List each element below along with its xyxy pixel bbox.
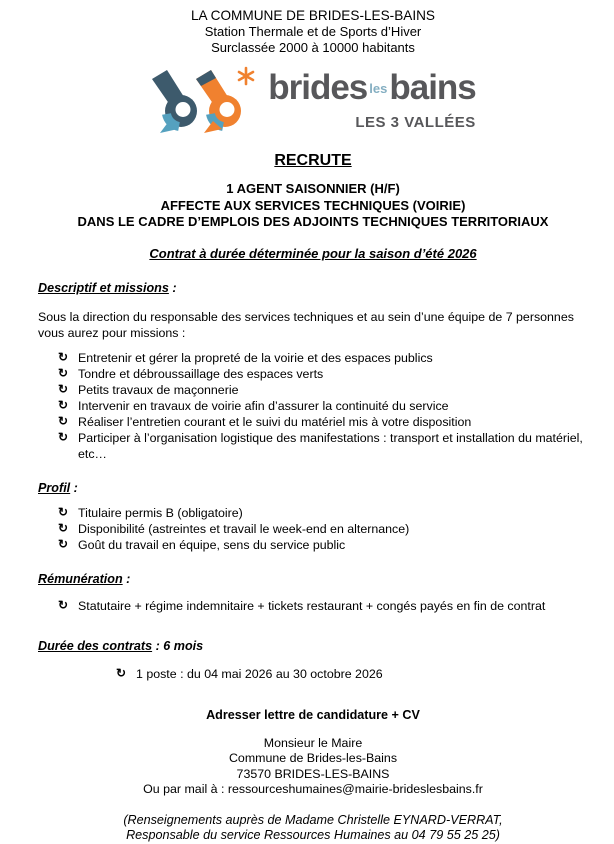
circular-arrow-bullet-icon: ↻: [58, 365, 69, 380]
apply-address: [38, 736, 588, 798]
bb-monogram-icon: [150, 67, 258, 135]
circular-arrow-bullet-icon: ↻: [116, 665, 127, 680]
address-line: Commune de Brides-les-Bains: [228, 751, 398, 766]
commune-name: LA COMMUNE DE BRIDES-LES-BAINS: [191, 8, 435, 23]
section-profil: [38, 480, 588, 553]
mission-item-text: Participer à l’organisation logistique des manifestations : transport et installation du matériel, etc…: [78, 430, 583, 461]
missions-heading: Descriptif et missions :: [38, 280, 177, 295]
commune-header: [38, 8, 588, 56]
address-line: 73570 BRIDES-LES-BAINS: [236, 766, 390, 781]
mission-item-text: Tondre et débroussaillage des espaces verts: [78, 366, 324, 381]
remuneration-item: [58, 598, 588, 614]
brides-les-bains-logo: [38, 66, 588, 136]
logo-word-les: les: [369, 81, 388, 96]
letter-b-left: [152, 70, 197, 133]
circular-arrow-bullet-icon: ↻: [58, 520, 69, 535]
remuneration-item-text: Statutaire + régime indemnitaire + tickets restaurant + congés payés en fin de contrat: [78, 598, 546, 613]
page-title: RECRUTE: [274, 152, 352, 169]
position-line: DANS LE CADRE D’EMPLOIS DES ADJOINTS TECHNIQUES TERRITORIAUX: [77, 214, 549, 229]
mission-item: [58, 430, 588, 462]
letter-b-right: [196, 70, 241, 133]
circular-arrow-bullet-icon: ↻: [58, 429, 69, 444]
mission-item-text: Réaliser l’entretien courant et le suivi du matériel mis à votre disposition: [78, 414, 472, 429]
logo-word-brides: brides: [268, 68, 368, 107]
duree-heading: Durée des contrats : 6 mois: [38, 638, 204, 653]
missions-intro: Sous la direction du responsable des services techniques et au sein d’une équipe de 7 personnes vous aurez pour missions :: [38, 309, 574, 340]
mission-item: [58, 350, 588, 366]
circular-arrow-bullet-icon: ↻: [58, 349, 69, 364]
position-line: 1 AGENT SAISONNIER (H/F): [226, 181, 400, 196]
contact-note-line: (Renseignements auprès de Madame Christelle EYNARD-VERRAT,: [123, 812, 503, 827]
profil-item-text: Disponibilité (astreintes et travail le week-end en alternance): [78, 521, 410, 536]
logo-wordmark: [268, 68, 476, 131]
circular-arrow-bullet-icon: ↻: [58, 413, 69, 428]
mission-item: [58, 398, 588, 414]
section-missions: [38, 280, 588, 462]
section-remuneration: [38, 571, 588, 614]
contract-line: Contrat à durée déterminée pour la saison d’été 2026: [149, 245, 477, 261]
duree-item-text: 1 poste : du 04 mai 2026 au 30 octobre 2026: [136, 666, 383, 681]
contact-note-line: Responsable du service Ressources Humaines au 04 79 55 25 25): [126, 828, 500, 843]
commune-subtitle: Station Thermale et de Sports d’Hiver: [204, 24, 422, 39]
circular-arrow-bullet-icon: ↻: [58, 536, 69, 551]
profil-list: [38, 505, 588, 553]
duree-list: [38, 666, 588, 682]
address-line: Ou par mail à : ressourceshumaines@mairie-brideslesbains.fr: [143, 782, 483, 797]
profil-item: [58, 537, 588, 553]
circular-arrow-bullet-icon: ↻: [58, 504, 69, 519]
circular-arrow-bullet-icon: ↻: [58, 597, 69, 612]
mission-item: [58, 382, 588, 398]
duree-item: [116, 666, 588, 682]
logo-tagline: LES 3 VALLÉES: [355, 114, 476, 131]
snowflake-icon: [239, 68, 253, 84]
position-lines: [38, 181, 588, 231]
mission-item: [58, 366, 588, 382]
profil-heading: Profil :: [38, 480, 78, 495]
logo-word-bains: bains: [389, 68, 476, 107]
mission-item-text: Entretenir et gérer la propreté de la voirie et des espaces publics: [78, 350, 433, 365]
commune-classification: Surclassée 2000 à 10000 habitants: [211, 40, 415, 55]
remuneration-heading: Rémunération :: [38, 571, 131, 586]
circular-arrow-bullet-icon: ↻: [58, 381, 69, 396]
position-line: AFFECTE AUX SERVICES TECHNIQUES (VOIRIE): [160, 197, 466, 213]
circular-arrow-bullet-icon: ↻: [58, 397, 69, 412]
apply-heading: Adresser lettre de candidature + CV: [206, 707, 420, 722]
mission-item-text: Petits travaux de maçonnerie: [78, 382, 239, 397]
profil-item-text: Titulaire permis B (obligatoire): [78, 505, 243, 520]
profil-item: [58, 521, 588, 537]
section-duree: [38, 638, 588, 682]
profil-item-text: Goût du travail en équipe, sens du service public: [78, 537, 346, 552]
contact-note: [38, 813, 588, 844]
profil-item: [58, 505, 588, 521]
mission-item-text: Intervenir en travaux de voirie afin d’assurer la continuité du service: [78, 398, 449, 413]
missions-list: [38, 350, 588, 462]
mission-item: [58, 414, 588, 430]
remuneration-list: [38, 598, 588, 614]
address-line: Monsieur le Maire: [263, 735, 363, 750]
